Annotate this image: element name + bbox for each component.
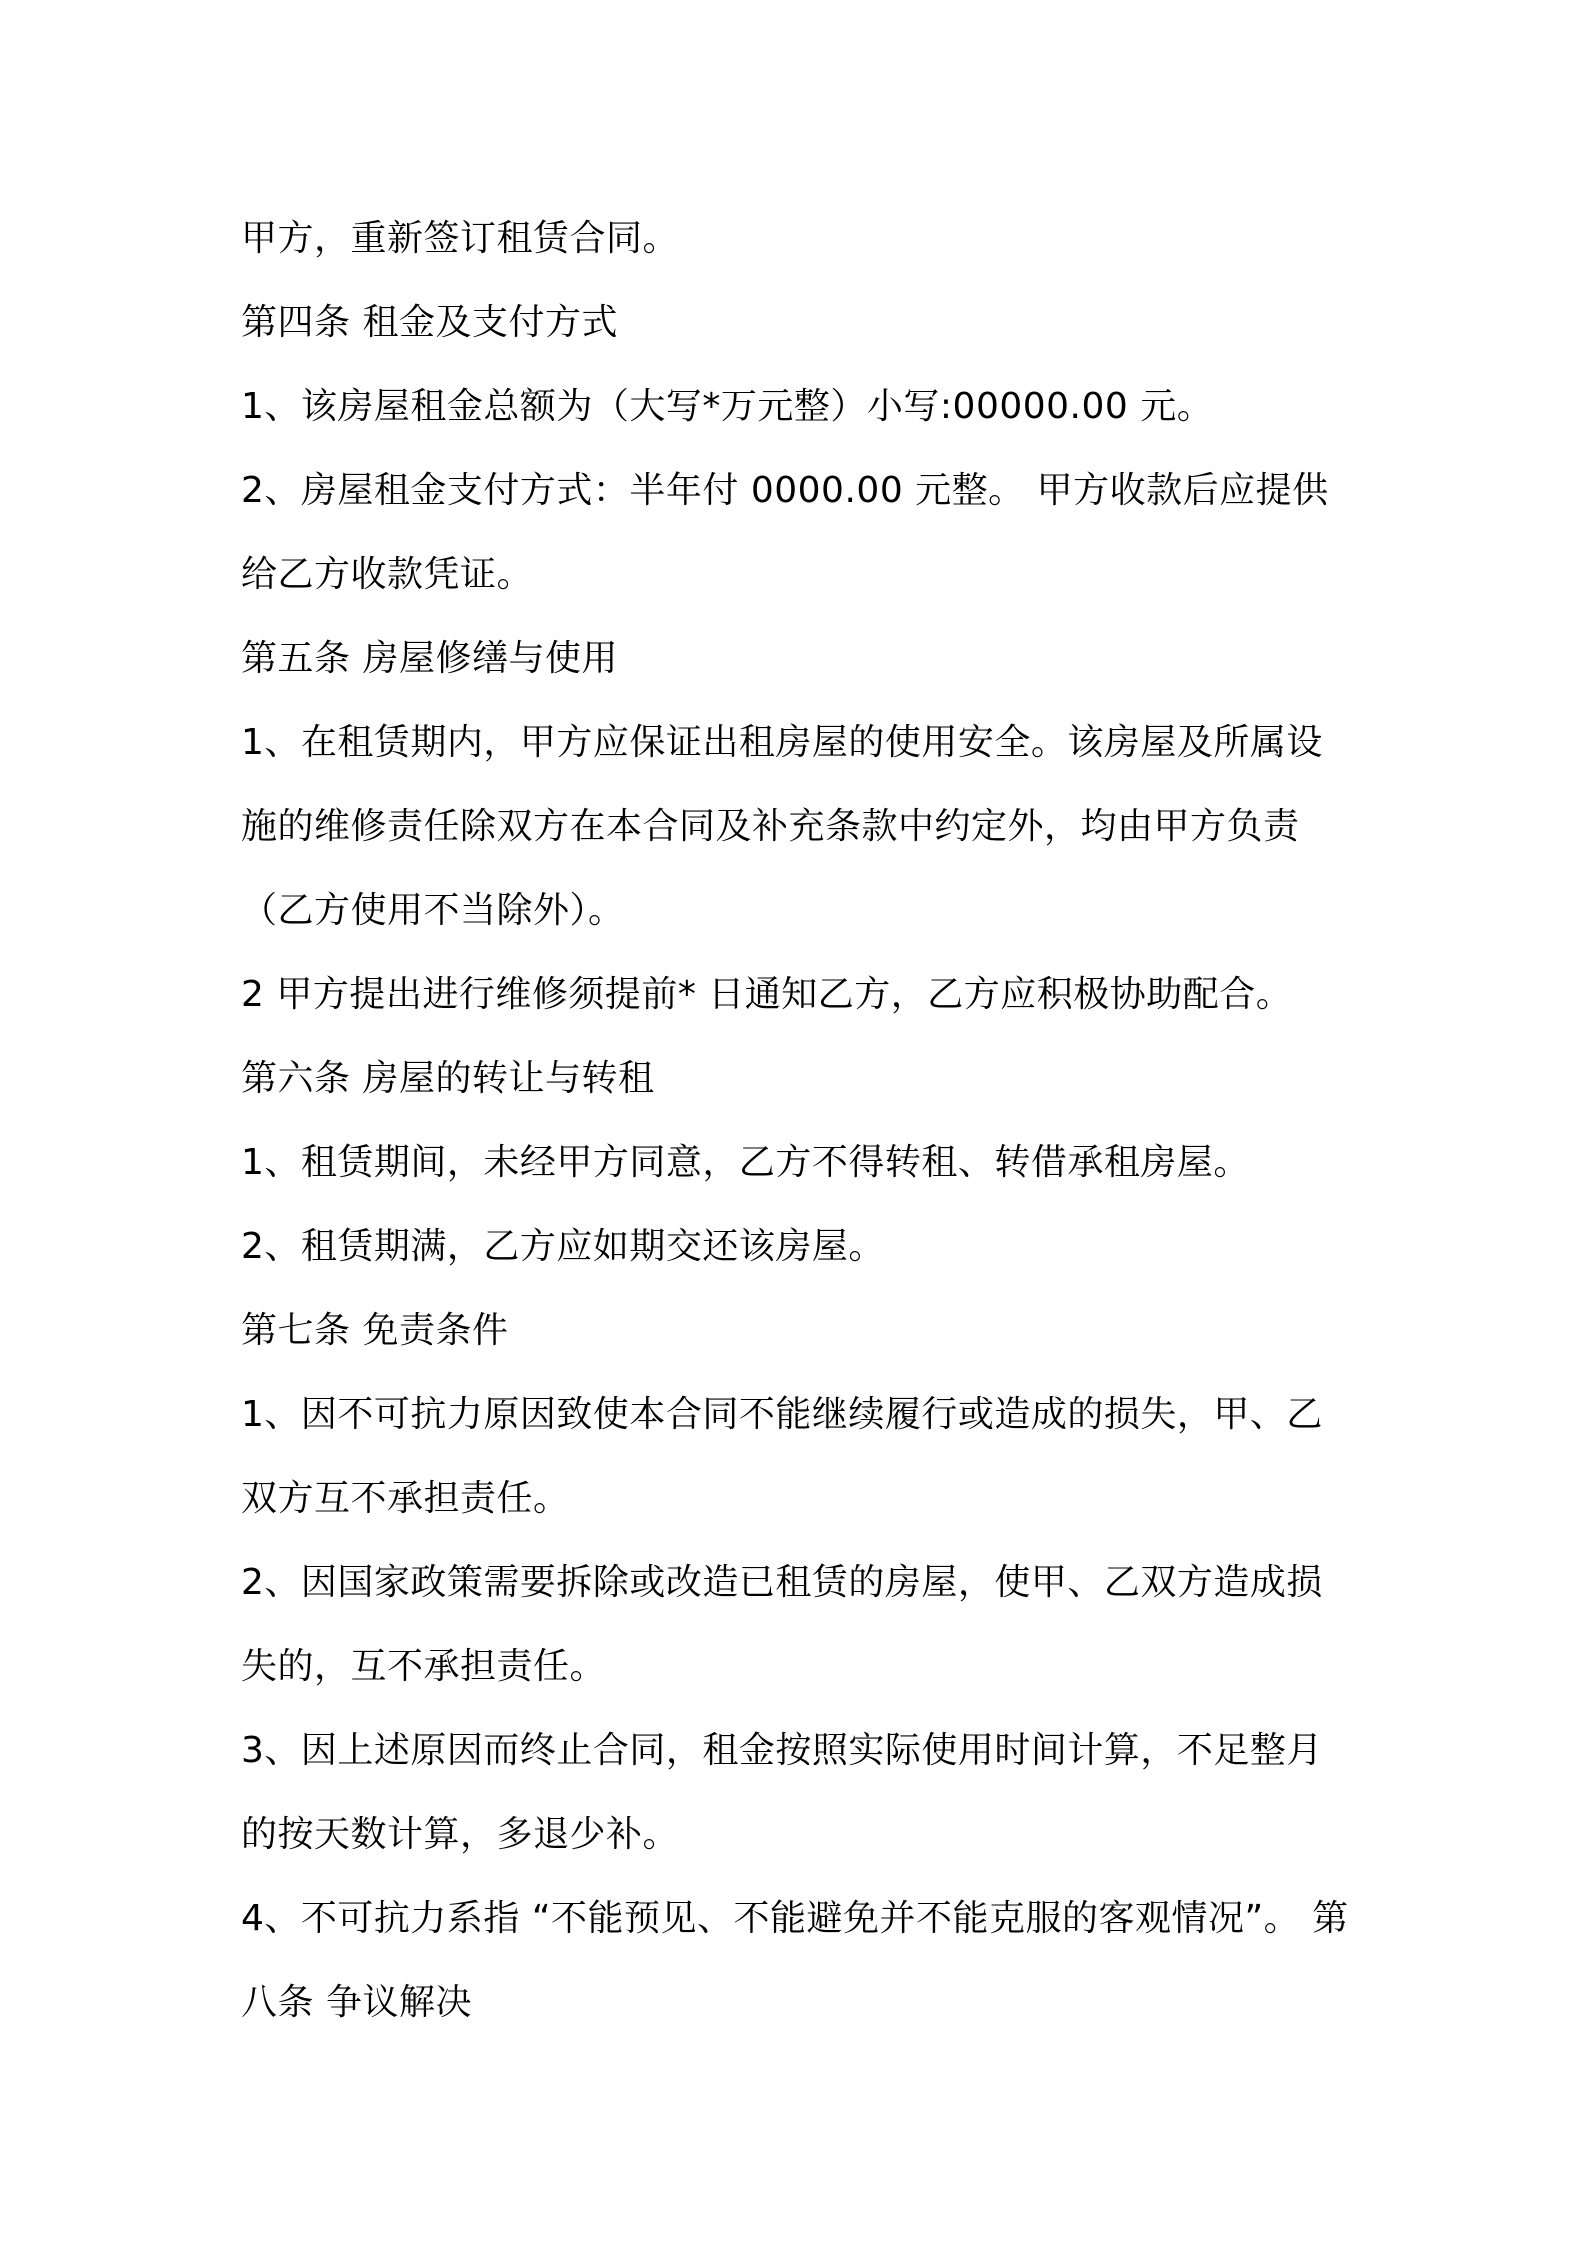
text-line: 2、租赁期满，乙方应如期交还该房屋。 xyxy=(241,1226,885,1267)
text-line: 3、因上述原因而终止合同，租金按照实际使用时间计算，不足整月 xyxy=(241,1730,1323,1771)
text-line: 施的维修责任除双方在本合同及补充条款中约定外，均由甲方负责 xyxy=(241,806,1300,847)
section-heading-article-4: 第四条 租金及支付方式 xyxy=(241,302,618,343)
section-heading-article-5: 第五条 房屋修缮与使用 xyxy=(241,638,618,679)
text-line: 2、因国家政策需要拆除或改造已租赁的房屋，使甲、乙双方造成损 xyxy=(241,1562,1323,1603)
text-line: 4、不可抗力系指 “不能预见、不能避免并不能克服的客观情况”。 第 xyxy=(241,1898,1349,1939)
text-line: 1、租赁期间，未经甲方同意，乙方不得转租、转借承租房屋。 xyxy=(241,1142,1250,1183)
text-line: （乙方使用不当除外）。 xyxy=(241,890,625,931)
document-body xyxy=(241,197,1357,2045)
text-line: 甲方，重新签订租赁合同。 xyxy=(241,218,680,259)
text-line: 2 甲方提出进行维修须提前* 日通知乙方，乙方应积极协助配合。 xyxy=(241,974,1293,1015)
text-line: 给乙方收款凭证。 xyxy=(241,554,534,595)
section-heading-article-8: 八条 争议解决 xyxy=(241,1982,472,2023)
text-line: 双方互不承担责任。 xyxy=(241,1478,570,1519)
section-heading-article-6: 第六条 房屋的转让与转租 xyxy=(241,1058,655,1099)
text-line: 1、在租赁期内，甲方应保证出租房屋的使用安全。该房屋及所属设 xyxy=(241,722,1323,763)
text-line: 1、因不可抗力原因致使本合同不能继续履行或造成的损失，甲、乙 xyxy=(241,1394,1323,1435)
section-heading-article-7: 第七条 免责条件 xyxy=(241,1310,509,1351)
text-line: 失的，互不承担责任。 xyxy=(241,1646,607,1687)
text-line: 的按天数计算，多退少补。 xyxy=(241,1814,680,1855)
text-line: 2、房屋租金支付方式：半年付 0000.00 元整。 甲方收款后应提供 xyxy=(241,470,1329,511)
text-line: 1、该房屋租金总额为（大写*万元整）小写:00000.00 元。 xyxy=(241,386,1214,427)
